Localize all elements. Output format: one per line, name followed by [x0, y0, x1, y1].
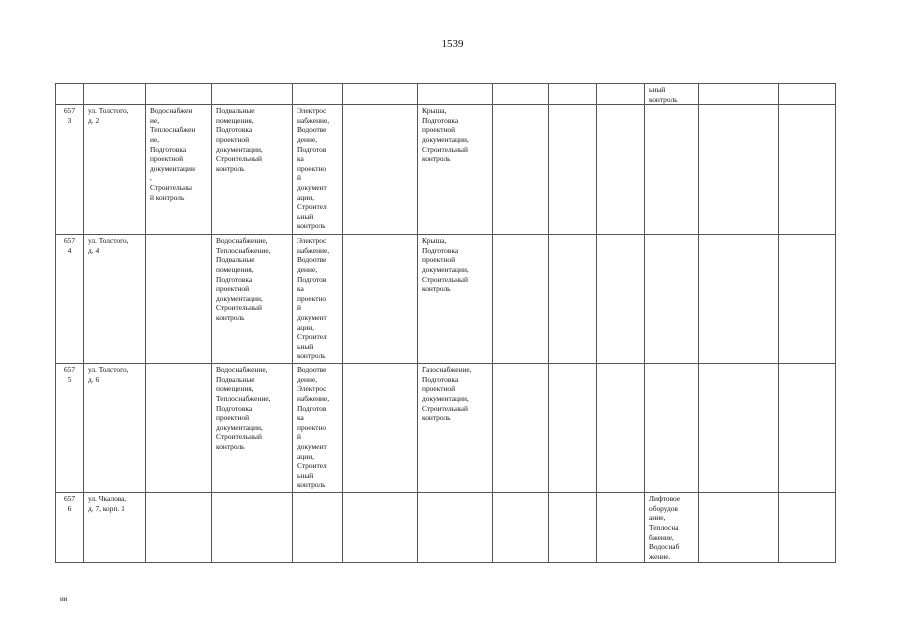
table-cell — [146, 235, 212, 364]
table-cell — [418, 493, 493, 563]
footer-mark: ии — [60, 595, 68, 603]
page-number: 1539 — [441, 38, 464, 50]
table-cell — [779, 235, 836, 364]
table-cell — [146, 364, 212, 493]
table-cell — [699, 105, 779, 235]
table-cell — [549, 493, 597, 563]
table-cell — [343, 493, 418, 563]
table-cell — [549, 235, 597, 364]
table-cell: ул. Толстого, д. 6 — [84, 364, 146, 493]
table-cell: ул. Чкалова, д. 7, корп. 1 — [84, 493, 146, 563]
table-row — [56, 364, 836, 493]
table-cell — [597, 364, 645, 493]
table-cell — [549, 364, 597, 493]
table-row — [56, 493, 836, 563]
table-cell — [84, 84, 146, 105]
table-cell: Водоснабжен ие, Теплоснабжен ие, Подготовка проектной документации , Строительны й контроль — [146, 105, 212, 235]
table-cell — [645, 105, 699, 235]
table-cell — [212, 493, 293, 563]
table-cell: 657 6 — [56, 493, 84, 563]
table-cell: 657 3 — [56, 105, 84, 235]
table-cell: Электрос набжение, Водоотве дение, Подготов ка проектно й документ ации, Строител ьный контроль — [293, 235, 343, 364]
table-cell: ул. Толстого, д. 2 — [84, 105, 146, 235]
table-cell — [699, 493, 779, 563]
table-cell — [699, 84, 779, 105]
table-cell — [549, 105, 597, 235]
table-cell — [293, 84, 343, 105]
table-cell — [493, 235, 549, 364]
table-cell: 657 4 — [56, 235, 84, 364]
table-cell: Крыша, Подготовка проектной документации, Строительный контроль — [418, 105, 493, 235]
table-cell: Электрос набжение, Водоотве дение, Подготов ка проектно й документ ации, Строител ьный контроль — [293, 105, 343, 235]
table-cell — [343, 235, 418, 364]
table-cell — [146, 84, 212, 105]
works-table — [55, 83, 836, 563]
table-cell — [493, 364, 549, 493]
table-cell: Водоснабжение, Теплоснабжение, Подвальные помещения, Подготовка проектной документации, Строительный контроль — [212, 235, 293, 364]
table-cell — [597, 235, 645, 364]
table-cell — [146, 493, 212, 563]
table-cell — [597, 105, 645, 235]
table-cell: Подвальные помещения, Подготовка проектной документации, Строительный контроль — [212, 105, 293, 235]
table-cell — [493, 84, 549, 105]
table-cell — [293, 493, 343, 563]
table-cell — [549, 84, 597, 105]
table-cell: Газоснабжение, Подготовка проектной документации, Строительный контроль — [418, 364, 493, 493]
table-cell: Крыша, Подготовка проектной документации, Строительный контроль — [418, 235, 493, 364]
table-cell: Лифтовое оборудов ание, Теплосна бжение, Водоснаб жение. — [645, 493, 699, 563]
table-row — [56, 235, 836, 364]
table-cell: Водоотве дение, Электрос набжение, Подготов ка проектно й документ ации, Строител ьный контроль — [293, 364, 343, 493]
table-cell: ьный контроль — [645, 84, 699, 105]
table-cell — [418, 84, 493, 105]
table-cell — [493, 493, 549, 563]
table-row — [56, 105, 836, 235]
table-cell — [56, 84, 84, 105]
table-cell: 657 5 — [56, 364, 84, 493]
table-cell — [597, 84, 645, 105]
table-cell — [699, 235, 779, 364]
table-cell — [645, 235, 699, 364]
table-cell — [779, 105, 836, 235]
table-cell — [645, 364, 699, 493]
table-cell — [343, 84, 418, 105]
table-cell: Водоснабжение, Подвальные помещения, Теплоснабжение, Подготовка проектной документации, Строительный контроль — [212, 364, 293, 493]
table-cell — [343, 364, 418, 493]
table-cell — [343, 105, 418, 235]
table-cell: ул. Толстого, д. 4 — [84, 235, 146, 364]
table-cell — [699, 364, 779, 493]
table-cell — [597, 493, 645, 563]
table-row — [56, 84, 836, 105]
table-cell — [212, 84, 293, 105]
table-cell — [779, 364, 836, 493]
table-cell — [779, 493, 836, 563]
table-cell — [493, 105, 549, 235]
table-cell — [779, 84, 836, 105]
